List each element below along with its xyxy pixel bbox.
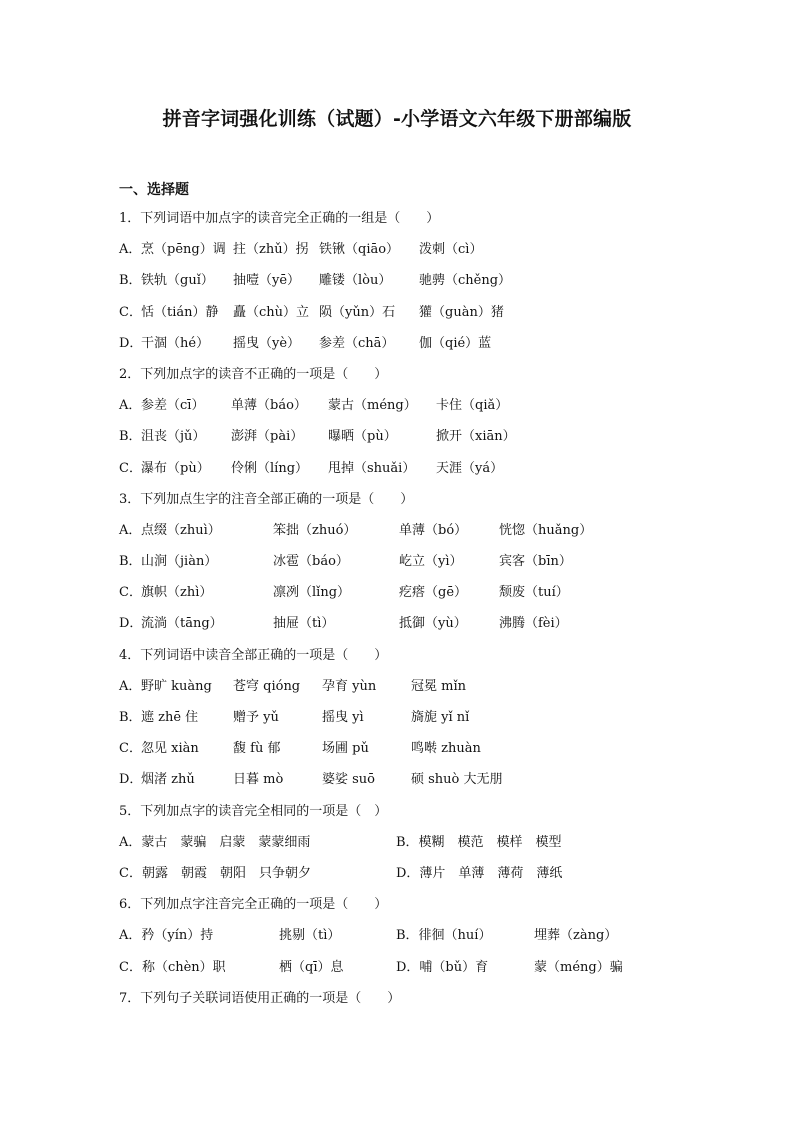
- option-letter: A．: [119, 398, 142, 414]
- option-letter: C．: [119, 460, 142, 476]
- option-item: 参差（chā）: [319, 335, 395, 351]
- option-item: 天涯（yá）: [436, 460, 504, 476]
- option-item: 屹立（yì）: [399, 554, 463, 570]
- option-letter: D．: [119, 335, 143, 351]
- answer-option: [119, 515, 719, 546]
- answer-option: [119, 421, 719, 452]
- option-item: 单薄（bó）: [399, 522, 468, 538]
- option-item: 抽噎（yē）: [233, 273, 301, 289]
- option-item: 摇曳 yì: [322, 710, 364, 725]
- option-item: 旖旎 yǐ nǐ: [411, 710, 470, 725]
- option-item: 沮丧（jǔ）: [141, 429, 206, 445]
- option-item: 抵御（yù）: [399, 616, 467, 632]
- option-item: D．哺（bǔ）育: [396, 959, 489, 975]
- answer-option: [119, 328, 719, 359]
- option-item: 赠予 yǔ: [233, 710, 279, 725]
- option-letter: B．: [119, 273, 142, 289]
- answer-option: [119, 733, 719, 764]
- option-item: 蒙古（méng）: [328, 398, 417, 414]
- option-item: 雕镂（lòu）: [319, 273, 392, 289]
- option-item: 甩掉（shuǎi）: [328, 460, 416, 476]
- option-item: 遮 zhē 住: [141, 710, 199, 725]
- option-item: 獾（guàn）猪: [419, 304, 504, 320]
- option-item: 曝晒（pù）: [328, 429, 397, 445]
- answer-option: [119, 390, 719, 421]
- option-item: 参差（cī）: [141, 398, 205, 414]
- question-stem: 2．下列加点字的读音不正确的一项是（ ）: [119, 366, 388, 382]
- option-item: 苍穹 qióng: [233, 678, 301, 694]
- question-stem: 6．下列加点字注音完全正确的一项是（ ）: [119, 897, 388, 913]
- option-item: 场圃 pǔ: [322, 741, 369, 757]
- option-letter: A．: [119, 678, 142, 694]
- option-item: 宾客（bīn）: [499, 554, 572, 570]
- option-letter: A．: [119, 522, 142, 538]
- option-item: 抽屉（tì）: [273, 616, 335, 632]
- option-item: 凛冽（lǐng）: [273, 585, 351, 601]
- option-item: 日暮 mò: [233, 772, 284, 788]
- option-letter: B．: [119, 710, 142, 725]
- question-stem: 4．下列词语中读音全部正确的一项是（ ）: [119, 647, 388, 663]
- option-item: 冠冕 mǐn: [411, 678, 466, 694]
- question-lines: [119, 203, 719, 1014]
- option-item: 卡住（qiǎ）: [436, 398, 509, 414]
- answer-option: [119, 577, 719, 608]
- option-item: 烹（pēng）调: [141, 242, 226, 258]
- option-item: 恬（tián）静: [141, 304, 219, 320]
- option-right: B．模糊 模范 模样 模型: [396, 834, 562, 850]
- option-item: 陨（yǔn）石: [319, 304, 396, 320]
- question-list: [119, 172, 719, 1014]
- answer-option-pair: [119, 858, 719, 889]
- option-letter: C．: [119, 741, 142, 757]
- question-stem: 7．下列句子关联词语使用正确的一项是（ ）: [119, 990, 401, 1006]
- option-item: 颓废（tuí）: [499, 585, 569, 601]
- option-item: 烟渚 zhǔ: [141, 772, 195, 788]
- answer-option: [119, 453, 719, 484]
- option-item: 伶俐（líng）: [231, 460, 309, 476]
- option-item: 铁锹（qiāo）: [319, 242, 400, 258]
- option-letter: C．: [119, 585, 142, 601]
- option-item: 鸣啭 zhuàn: [411, 741, 481, 757]
- option-item: A．矜（yín）持: [119, 928, 214, 944]
- answer-option: [119, 265, 719, 296]
- option-item: 点缀（zhuì）: [141, 522, 221, 538]
- option-item: 栖（qī）息: [279, 959, 344, 975]
- option-item: 矗（chù）立: [233, 304, 310, 320]
- option-item: 馥 fù 郁: [233, 741, 281, 757]
- option-item: 恍惚（huǎng）: [499, 522, 593, 538]
- option-item: 拄（zhǔ）拐: [233, 242, 309, 258]
- answer-option: [119, 546, 719, 577]
- option-left: C．朝露 朝霞 朝阳 只争朝夕: [119, 865, 311, 881]
- option-item: 忽见 xiàn: [141, 741, 199, 757]
- answer-option-pair: [119, 920, 719, 951]
- option-item: 埋葬（zàng）: [534, 928, 618, 944]
- option-item: 沸腾（fèi）: [499, 616, 568, 632]
- option-item: 冰雹（báo）: [273, 554, 349, 570]
- option-item: 挑剔（tì）: [279, 928, 341, 944]
- option-item: C．称（chèn）职: [119, 959, 226, 975]
- option-item: 铁轨（guǐ）: [141, 273, 214, 289]
- option-item: 硕 shuò 大无朋: [411, 772, 503, 788]
- option-item: 干涸（hé）: [141, 335, 210, 351]
- question-stem: 1．下列词语中加点字的读音完全正确的一组是（ ）: [119, 211, 440, 226]
- option-item: 驰骋（chěng）: [419, 273, 512, 289]
- option-item: 摇曳（yè）: [233, 335, 301, 351]
- answer-option: [119, 764, 719, 795]
- question-stem: 5．下列加点字的读音完全相同的一项是（ ）: [119, 803, 388, 819]
- option-left: A．蒙古 蒙骗 启蒙 蒙蒙细雨: [119, 834, 311, 850]
- option-item: 流淌（tāng）: [141, 616, 223, 632]
- option-item: B．徘徊（huí）: [396, 928, 492, 944]
- answer-option: [119, 671, 719, 702]
- option-letter: B．: [119, 554, 142, 570]
- answer-option: [119, 702, 719, 733]
- answer-option-pair: [119, 952, 719, 983]
- option-item: 蒙（méng）骗: [534, 959, 623, 975]
- option-item: 单薄（báo）: [231, 398, 307, 414]
- option-item: 婆娑 suō: [322, 772, 376, 788]
- answer-option: [119, 234, 719, 265]
- answer-option: [119, 608, 719, 639]
- option-letter: D．: [119, 772, 143, 788]
- option-item: 孕育 yùn: [322, 678, 377, 694]
- option-item: 野旷 kuàng: [141, 678, 212, 694]
- option-item: 澎湃（pài）: [231, 429, 304, 445]
- option-right: D．薄片 单薄 薄荷 薄纸: [396, 865, 563, 881]
- option-item: 伽（qié）蓝: [419, 335, 492, 351]
- page-title: 拼音字词强化训练（试题）-小学语文六年级下册部编版: [162, 108, 632, 130]
- answer-option-pair: [119, 827, 719, 858]
- option-item: 旗帜（zhì）: [141, 585, 213, 601]
- section-heading: 一、选择题: [119, 182, 189, 198]
- option-item: 泼刺（cì）: [419, 242, 483, 258]
- option-letter: B．: [119, 429, 142, 445]
- option-item: 笨拙（zhuó）: [273, 522, 357, 538]
- option-item: 掀开（xiān）: [436, 429, 516, 445]
- question-stem: 3．下列加点生字的注音全部正确的一项是（ ）: [119, 491, 414, 507]
- option-letter: A．: [119, 242, 142, 258]
- option-item: 疙瘩（gē）: [399, 585, 468, 601]
- answer-option: [119, 297, 719, 328]
- option-letter: C．: [119, 304, 142, 320]
- option-letter: D．: [119, 616, 143, 632]
- option-item: 瀑布（pù）: [141, 460, 210, 476]
- option-item: 山涧（jiàn）: [141, 554, 218, 570]
